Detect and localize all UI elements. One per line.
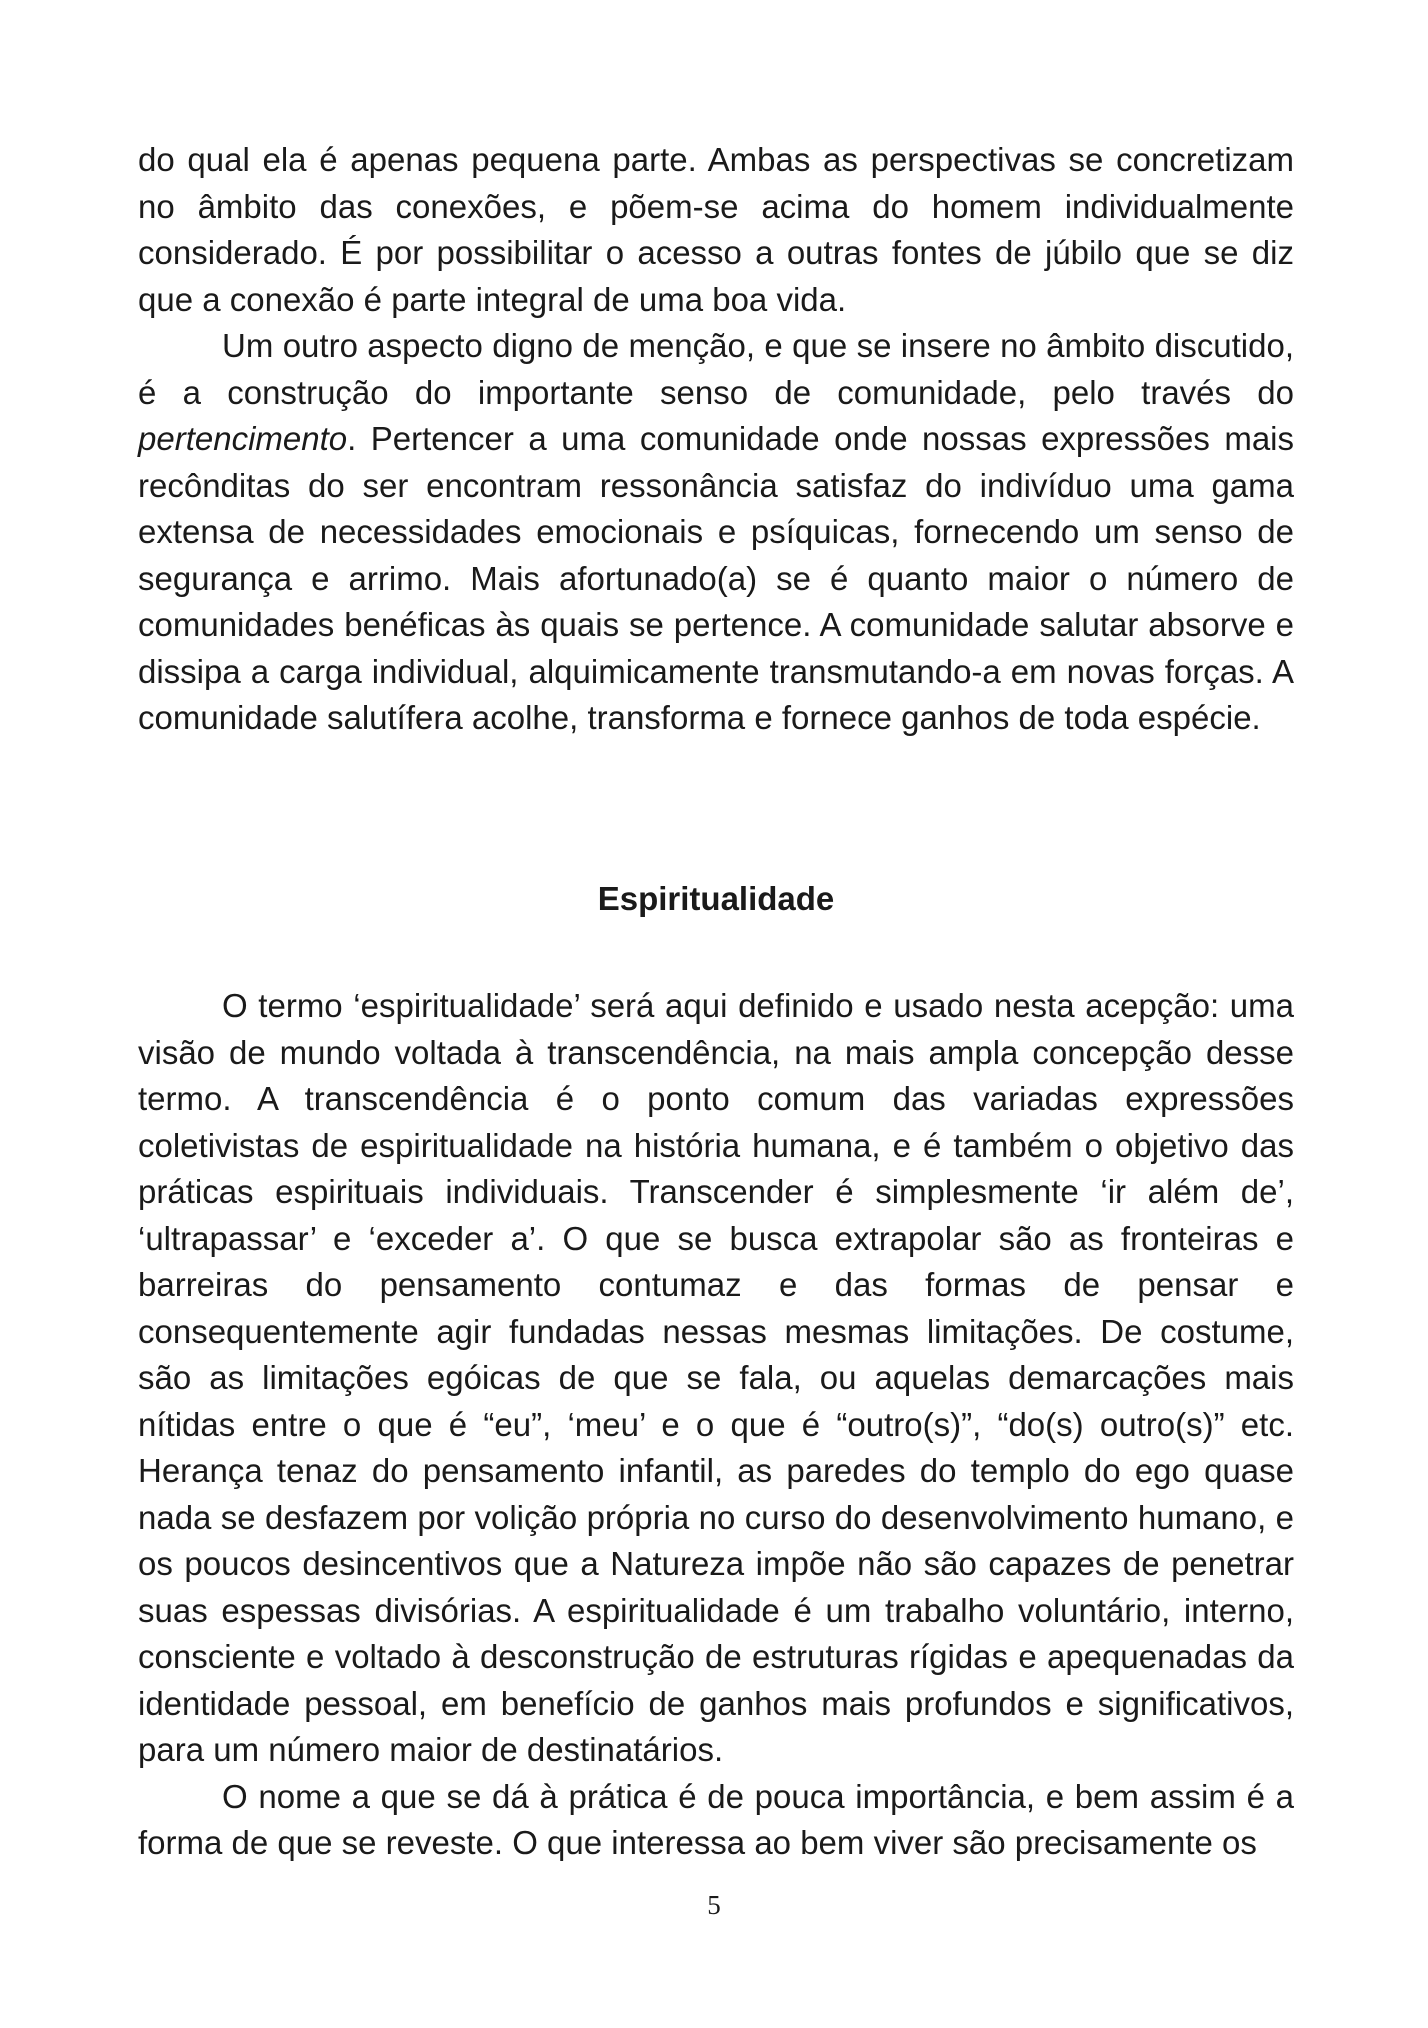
body-text-top [138,137,1294,742]
paragraph-community-text-end: . Pertencer a uma comunidade onde nossas expressões mais recônditas do ser encontram ressonância satisfaz do indivíduo uma gama extensa de necessidades emocionais e psíquicas, fornecendo um senso de segurança e arrimo. Mais afortunado(a) se é quanto maior o número de comunidades benéficas às quais se pertence. A comunidade salutar absorve e dissipa a carga individual, alquimicamente transmutando-a em novas forças. A comunidade salutífera acolhe, transforma e fornece ganhos de toda espécie. [138,420,1294,736]
paragraph-spirituality-definition: O termo ‘espiritualidade’ será aqui definido e usado nesta acepção: uma visão de mundo voltada à transcendência, na mais ampla concepção desse termo. A transcendência é o ponto comum das variadas expressões coletivistas de espiritualidade na história humana, e é também o objetivo das práticas espirituais individuais. Transcender é simplesmente ‘ir além de’, ‘ultrapassar’ e ‘exceder a’. O que se busca extrapolar são as fronteiras e barreiras do pensamento contumaz e das formas de pensar e consequentemente agir fundadas nessas mesmas limitações. De costume, são as limitações egóicas de que se fala, ou aquelas demarcações mais nítidas entre o que é “eu”, ‘meu’ e o que é “outro(s)”, “do(s) outro(s)” etc. Herança tenaz do pensamento infantil, as paredes do templo do ego quase nada se desfazem por volição própria no curso do desenvolvimento humano, e os poucos desincentivos que a Natureza impõe não são capazes de penetrar suas espessas divisórias. A espiritualidade é um trabalho voluntário, interno, consciente e voltado à desconstrução de estruturas rígidas e apequenadas da identidade pessoal, em benefício de ganhos mais profundos e significativos, para um número maior de destinatários. [138,987,1294,1768]
paragraph-community-text-start: Um outro aspecto digno de menção, e que se insere no âmbito discutido, é a construção do importante senso de comunidade, pelo través do [138,327,1294,411]
italic-term: pertencimento [138,420,348,457]
body-text-bottom [138,983,1294,1867]
section-heading: Espiritualidade [597,880,835,917]
paragraph-continuation: do qual ela é apenas pequena parte. Ambas as perspectivas se concretizam no âmbito das conexões, e põem-se acima do homem individualmente considerado. É por possibilitar o acesso a outras fontes de júbilo que se diz que a conexão é parte integral de uma boa vida. [138,141,1294,318]
paragraph-community [138,323,1294,742]
page-number: 5 [707,1890,721,1920]
paragraph-practice: O nome a que se dá à prática é de pouca importância, e bem assim é a forma de que se reveste. O que interessa ao bem viver são precisamente os [138,1777,1294,1861]
